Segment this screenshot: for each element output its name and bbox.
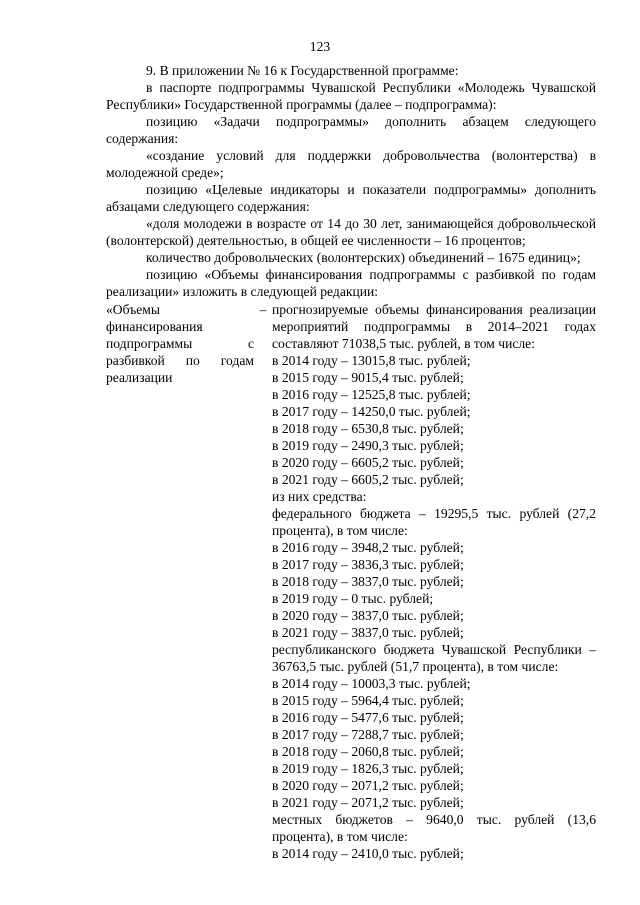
financing-year-line: в 2014 году – 13015,8 тыс. рублей; — [272, 353, 471, 368]
federal-year-line: в 2018 году – 3837,0 тыс. рублей; — [272, 574, 464, 589]
financing-details — [272, 301, 596, 862]
intro-paragraph-item: 9. В приложении № 16 к Государственной программе: — [146, 63, 459, 78]
republic-budget-total: республиканского бюджета Чувашской Республики – 36763,5 тыс. рублей (51,7 процента), в том числе: — [272, 642, 596, 674]
federal-year-line: в 2019 году – 0 тыс. рублей; — [272, 591, 434, 606]
financing-year-line: в 2016 году – 12525,8 тыс. рублей; — [272, 387, 471, 402]
intro-text — [106, 62, 596, 300]
republic-year-line: в 2016 году – 5477,6 тыс. рублей; — [272, 710, 464, 725]
intro-paragraph-tasks-text: «создание условий для поддержки добровольчества (волонтерства) в молодежной среде»; — [106, 148, 596, 180]
federal-year-line: в 2016 году – 3948,2 тыс. рублей; — [272, 540, 464, 555]
federal-year-line: в 2021 году – 3837,0 тыс. рублей; — [272, 625, 464, 640]
financing-year-line: в 2021 году – 6605,2 тыс. рублей; — [272, 472, 464, 487]
intro-paragraph-indicator-count: количество добровольческих (волонтерских) объединений – 1675 единиц»; — [146, 250, 581, 265]
financing-year-line: в 2015 году – 9015,4 тыс. рублей; — [272, 370, 464, 385]
republic-year-line: в 2019 году – 1826,3 тыс. рублей; — [272, 761, 464, 776]
intro-paragraph-financing: позицию «Объемы финансирования подпрограммы с разбивкой по годам реализации» изложить в следующей редакции: — [106, 267, 596, 299]
local-year-line: в 2014 году – 2410,0 тыс. рублей; — [272, 846, 464, 861]
page-number: 123 — [309, 39, 331, 54]
financing-total: прогнозируемые объемы финансирования реализации мероприятий подпрограммы в 2014–2021 годах составляют 71038,5 тыс. рублей, в том числе: — [272, 302, 596, 351]
republic-year-line: в 2015 году – 5964,4 тыс. рублей; — [272, 693, 464, 708]
republic-year-line: в 2018 году – 2060,8 тыс. рублей; — [272, 744, 464, 759]
federal-year-line: в 2020 году – 3837,0 тыс. рублей; — [272, 608, 464, 623]
republic-year-line: в 2021 году – 2071,2 тыс. рублей; — [272, 795, 464, 810]
federal-budget-total: федерального бюджета – 19295,5 тыс. рублей (27,2 процента), в том числе: — [272, 506, 596, 538]
local-budget-total: местных бюджетов – 9640,0 тыс. рублей (13,6 процента), в том числе: — [272, 812, 596, 844]
intro-paragraph-indicators: позицию «Целевые индикаторы и показатели подпрограммы» дополнить абзацами следующего содержания: — [106, 182, 596, 214]
federal-year-line: в 2017 году – 3836,3 тыс. рублей; — [272, 557, 464, 572]
republic-year-line: в 2014 году – 10003,3 тыс. рублей; — [272, 676, 471, 691]
financing-year-line: в 2019 году – 2490,3 тыс. рублей; — [272, 438, 464, 453]
republic-year-line: в 2017 году – 7288,7 тыс. рублей; — [272, 727, 464, 742]
intro-paragraph-tasks: позицию «Задачи подпрограммы» дополнить абзацем следующего содержания: — [106, 114, 596, 146]
financing-sources-heading: из них средства: — [272, 489, 367, 504]
financing-position-label: «Объемы финансирования подпрограммы с разбивкой по годам реализации — [106, 302, 254, 385]
republic-year-line: в 2020 году – 2071,2 тыс. рублей; — [272, 778, 464, 793]
intro-paragraph-passport: в паспорте подпрограммы Чувашской Республики «Молодежь Чувашской Республики» Государственной программы (далее – подпрограмма): — [106, 80, 596, 112]
financing-year-line: в 2017 году – 14250,0 тыс. рублей; — [272, 404, 471, 419]
financing-dash: – — [259, 302, 267, 317]
intro-paragraph-indicator-share: «доля молодежи в возрасте от 14 до 30 лет, занимающейся добровольческой (волонтерской) деятельностью, в общей ее численности – 16 процентов; — [106, 216, 596, 248]
financing-year-line: в 2018 году – 6530,8 тыс. рублей; — [272, 421, 464, 436]
financing-year-line: в 2020 году – 6605,2 тыс. рублей; — [272, 455, 464, 470]
